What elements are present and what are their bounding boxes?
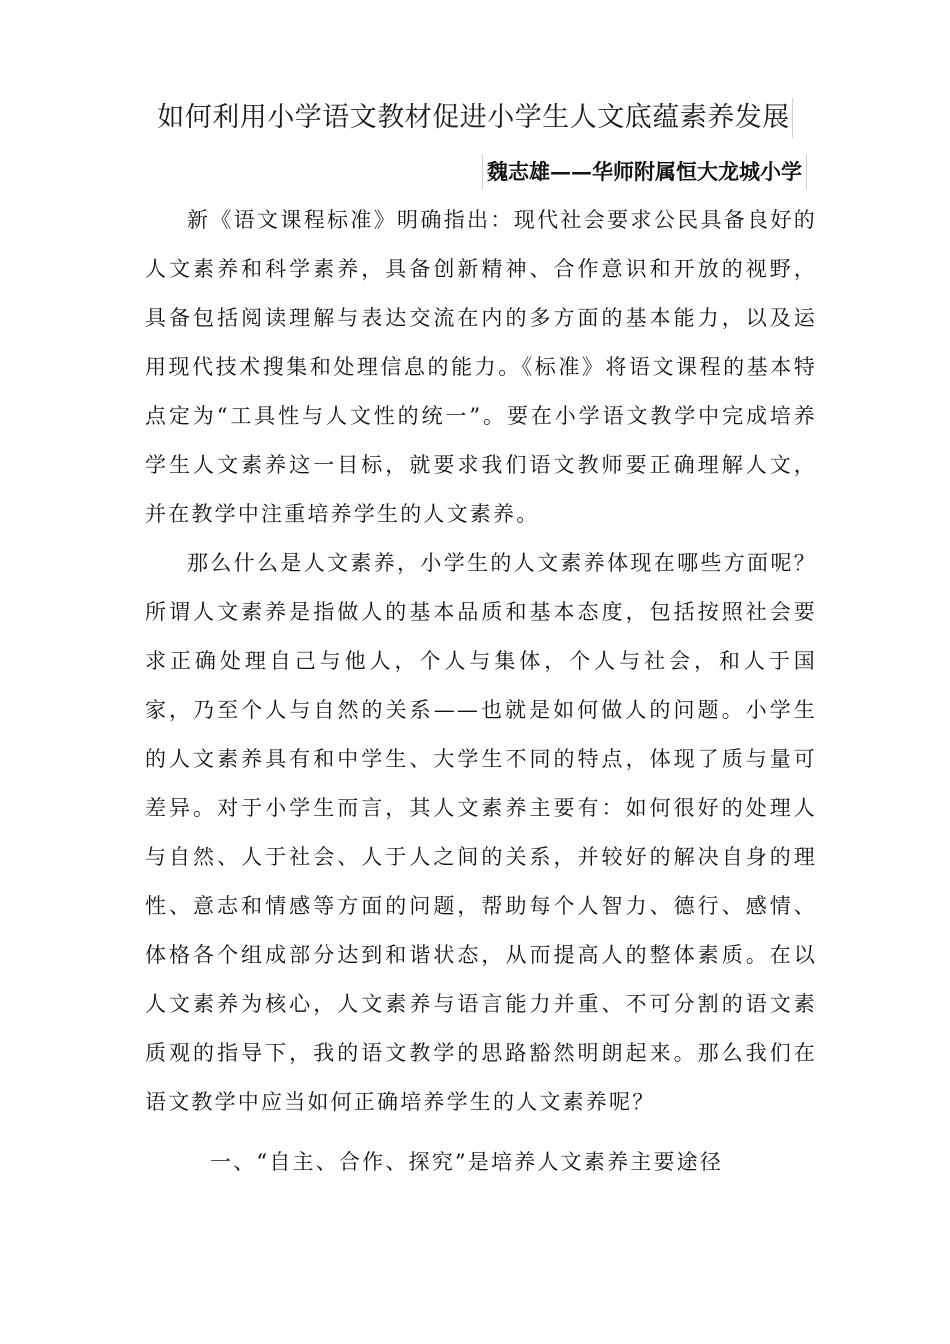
paragraph-1: 新《语文课程标准》明确指出：现代社会要求公民具备良好的人文素养和科学素养，具备创新精神、合作意识和开放的视野，具备包括阅读理解与表达交流在内的多方面的基本能力，以及运用现代技术搜集和处理信息的能力。《标准》将语文课程的基本特点定为“工具性与人文性的统一”。要在小学语文教学中完成培养学生人文素养这一目标，就要求我们语文教师要正确理解人文，并在教学中注重培养学生的人文素养。: [145, 208, 817, 526]
body-text: [145, 196, 817, 1127]
author-line: 魏志雄——华师附属恒大龙城小学: [482, 154, 807, 190]
document-title-row: [0, 98, 950, 138]
section-heading: 一、“自主、合作、探究”是培养人文素养主要途径: [210, 1150, 724, 1174]
document-title: 如何利用小学语文教材促进小学生人文底蕴素养发展: [157, 98, 793, 138]
paragraph-2: 那么什么是人文素养，小学生的人文素养体现在哪些方面呢？所谓人文素养是指做人的基本品质和基本态度，包括按照社会要求正确处理自己与他人，个人与集体，个人与社会，和人于国家，乃至个人与自然的关系——也就是如何做人的问题。小学生的人文素养具有和中学生、大学生不同的特点，体现了质与量可差异。对于小学生而言，其人文素养主要有：如何很好的处理人与自然、人于社会、人于人之间的关系，并较好的解决自身的理性、意志和情感等方面的问题，帮助每个人智力、德行、感情、体格各个组成部分达到和谐状态，从而提高人的整体素质。在以人文素养为核心，人文素养与语言能力并重、不可分割的语文素质观的指导下，我的语文教学的思路豁然明朗起来。那么我们在语文教学中应当如何正确培养学生的人文素养呢？: [145, 551, 817, 1114]
